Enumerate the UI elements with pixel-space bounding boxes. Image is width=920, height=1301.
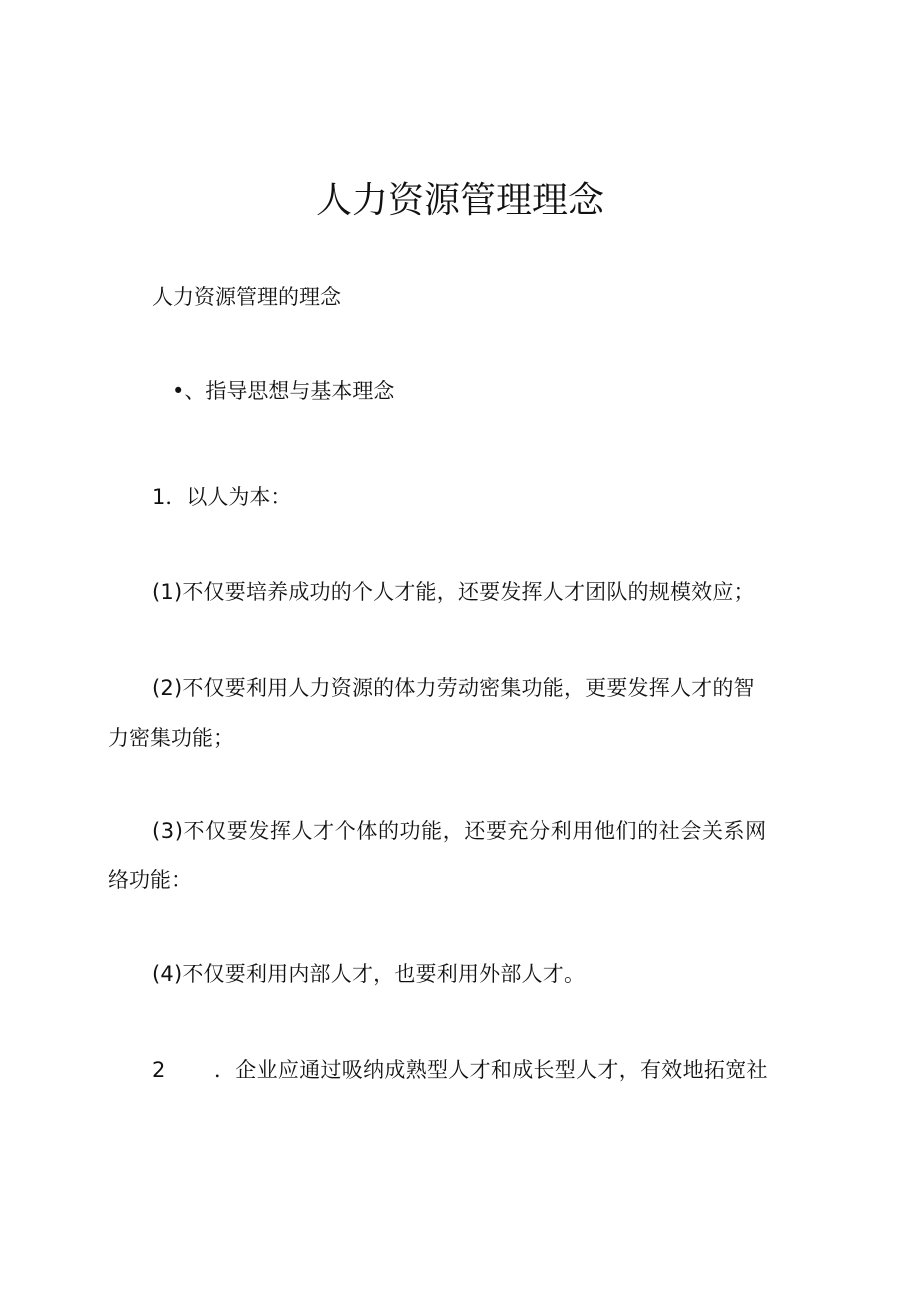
- paragraph-1: (1)不仅要培养成功的个人才能，还要发挥人才团队的规模效应；: [152, 580, 755, 604]
- paragraph-3-line-1: (3)不仅要发挥人才个体的功能，还要充分利用他们的社会关系网: [152, 819, 767, 843]
- item-2-number: 2: [152, 1058, 166, 1082]
- document-title: 人力资源管理理念: [315, 180, 604, 221]
- section-heading: •、指导思想与基本理念: [172, 379, 395, 403]
- document-subtitle: 人力资源管理的理念: [152, 285, 341, 309]
- paragraph-4: (4)不仅要利用内部人才，也要利用外部人才。: [152, 962, 586, 986]
- paragraph-2-line-1: (2)不仅要利用人力资源的体力劳动密集功能，更要发挥人才的智: [152, 676, 755, 700]
- item-2-text: ．企业应通过吸纳成熟型人才和成长型人才，有效地拓宽社: [214, 1058, 768, 1082]
- paragraph-3-line-2: 络功能：: [108, 868, 192, 892]
- paragraph-2-line-2: 力密集功能；: [108, 726, 234, 750]
- item-1-heading: 1．以人为本：: [152, 485, 292, 509]
